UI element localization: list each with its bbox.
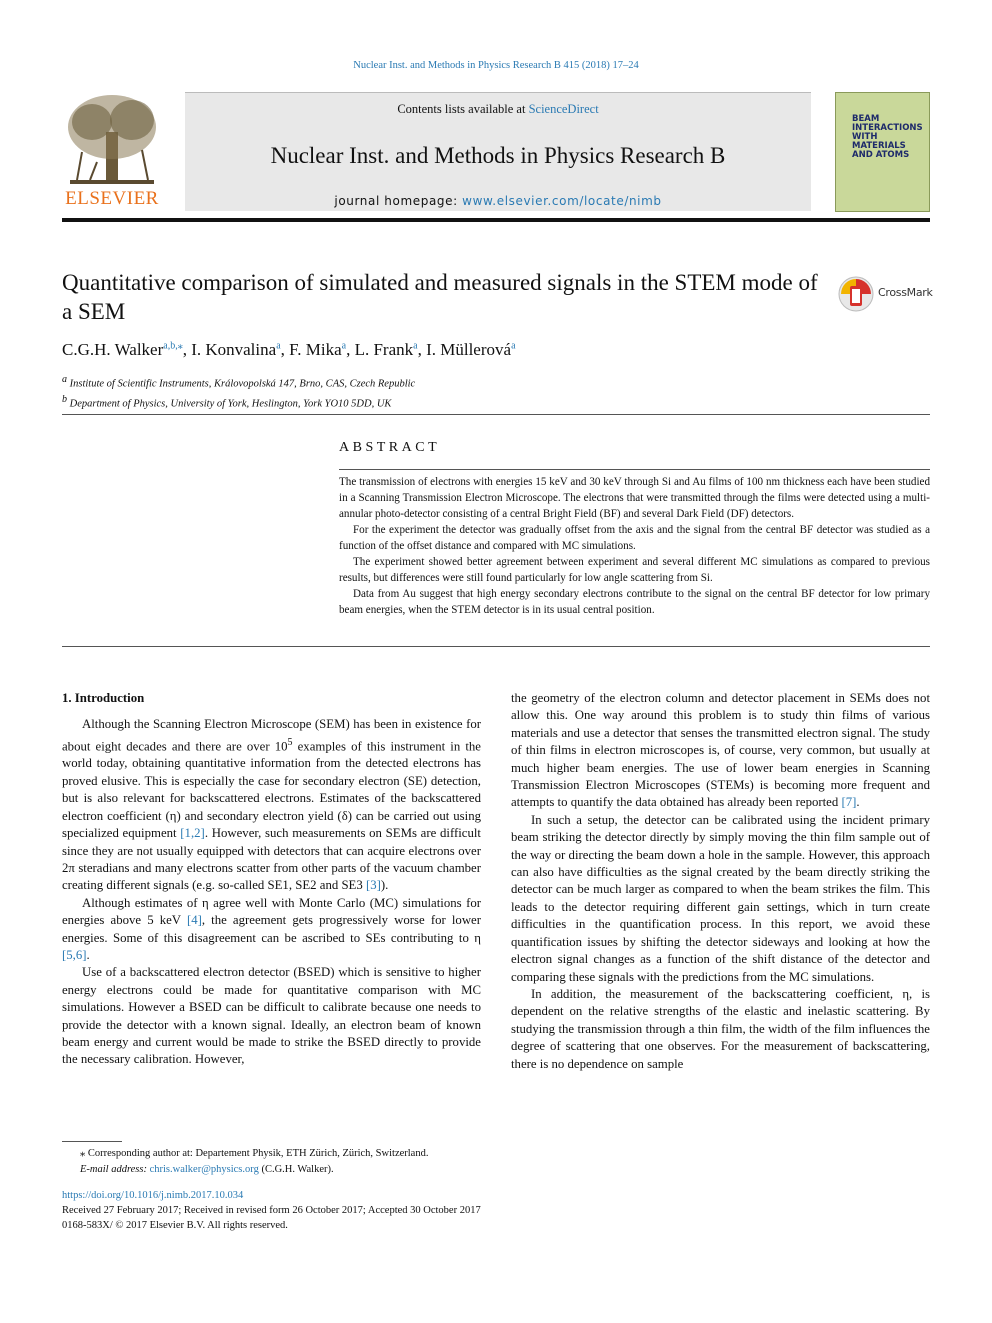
abstract-heading: ABSTRACT	[339, 440, 441, 455]
masthead	[62, 92, 930, 220]
body-paragraph: Use of a backscattered electron detector (BSED) which is sensitive to higher energy electrons could be made for quantitative comparison with MC simulations. However a BSED can be difficult to calibrate because one needs to provide the detector with a known signal. Ideally, an electron beam of known beam energy and current would be made to strike the BSED directly to provide the necessary calibration. However,	[62, 965, 481, 1067]
author-name: C.G.H. Walker	[62, 340, 164, 359]
homepage-line: journal homepage: www.elsevier.com/locate/nimb	[334, 194, 662, 208]
email-note: E-mail address: chris.walker@physics.org (C.G.H. Walker).	[80, 1163, 334, 1175]
elsevier-wordmark: ELSEVIER	[65, 188, 159, 209]
homepage-link[interactable]: www.elsevier.com/locate/nimb	[462, 194, 662, 208]
author-separator: ,	[280, 340, 290, 359]
abstract-paragraph: The experiment showed better agreement between experiment and several different MC simulations as compared to previous results, but differences were still found particularly for low angle scattering from Si.	[339, 556, 930, 584]
abstract-paragraph: For the experiment the detector was gradually offset from the axis and the signal from the central BF detector was studied as a function of the offset distance and compared with MC simulations.	[339, 524, 930, 552]
abstract-body	[339, 474, 930, 618]
author-affiliation-mark[interactable]: a	[511, 340, 516, 352]
publication-info	[62, 1188, 481, 1233]
elsevier-logo[interactable]	[62, 92, 162, 212]
elsevier-tree-icon	[62, 92, 162, 190]
cover-title: BEAM INTERACTIONS WITH MATERIALS AND ATOMS	[852, 114, 923, 160]
abstract-rule	[339, 469, 930, 470]
citation-link[interactable]: [7]	[841, 795, 857, 810]
body-column-left	[62, 690, 481, 1069]
abstract-paragraph: Data from Au suggest that high energy secondary electrons contribute to the signal on the central BF detector for low primary beam energies, when the STEM detector is in its usual central position.	[339, 588, 930, 616]
author-affiliation-mark[interactable]: a,b,⁎	[163, 340, 183, 352]
doi-link[interactable]: https://doi.org/10.1016/j.nimb.2017.10.034	[62, 1190, 244, 1201]
body-paragraph: the geometry of the electron column and detector placement in SEMs does not allow this. One way around this problem is to study thin films of various materials and use a detector that senses the transmitted electron signal. The study of thin films in electron microscopes is, of course, very common, but usually at much higher beam energies. The use of lower beam energies in Scanning Transmission Electron Microscopes (STEMs) is becoming more frequent and attempts to quantify the data obtained has already been reported [7].	[511, 691, 930, 810]
body-column-right	[511, 690, 930, 1073]
affiliation-a: $^a$ Institute of Scientific Instruments, Královopolská 147, Brno, CAS, Czech Republic	[62, 374, 416, 390]
copyright: 0168-583X/ © 2017 Elsevier B.V. All rights reserved.	[62, 1220, 288, 1231]
author-affiliation-mark[interactable]: a	[413, 340, 418, 352]
footnote-rule	[62, 1141, 122, 1142]
affiliation-rule	[62, 414, 930, 415]
author-name: I. Konvalina	[191, 340, 277, 359]
author-name: F. Mika	[289, 340, 342, 359]
abstract-paragraph: The transmission of electrons with energies 15 keV and 30 keV through Si and Au films of 100 nm thickness each have been studied in a Scanning Transmission Electron Microscope. The electrons that were transmitted through the films were detected using a multi-annular photo-detector consisting of a central Bright Field (BF) and several Dark Field (DF) detectors.	[339, 476, 930, 520]
crossmark-badge[interactable]: CrossMark	[838, 276, 938, 312]
author-name: L. Frank	[354, 340, 414, 359]
author-list	[62, 340, 516, 360]
publication-dates: Received 27 February 2017; Received in revised form 26 October 2017; Accepted 30 October 2017	[62, 1205, 481, 1216]
citation-link[interactable]: [4]	[186, 913, 202, 928]
corresponding-author-note: ⁎ Corresponding author at: Departement Physik, ETH Zürich, Zürich, Switzerland.	[80, 1148, 429, 1159]
sciencedirect-link[interactable]: ScienceDirect	[528, 102, 599, 116]
author-name: I. Müllerová	[426, 340, 512, 359]
footnote	[62, 1146, 428, 1177]
author-separator: ,	[182, 340, 192, 359]
section-heading: 1. Introduction	[62, 691, 145, 705]
citation-link[interactable]: [1,2]	[180, 826, 205, 841]
journal-banner	[185, 92, 811, 211]
author-separator: ,	[346, 340, 355, 359]
abstract-end-rule	[62, 646, 930, 647]
author-separator: ,	[417, 340, 427, 359]
crossmark-icon	[838, 276, 874, 312]
citation-link[interactable]: [3]	[365, 878, 381, 893]
journal-citation[interactable]: Nuclear Inst. and Methods in Physics Research B 415 (2018) 17–24	[353, 60, 639, 71]
body-paragraph: Although estimates of η agree well with Monte Carlo (MC) simulations for energies above 5 keV [4], the agreement gets progressively worse for lower energies. Some of this disagreement can be ascribed to SEs contributing to η [5,6].	[62, 895, 481, 962]
article-title: Quantitative comparison of simulated and measured signals in the STEM mode of a SEM	[62, 270, 818, 324]
affiliation-b: $^b$ Department of Physics, University of York, Heslington, York YO10 5DD, UK	[62, 393, 392, 409]
author-affiliation-mark[interactable]: a	[341, 340, 347, 352]
body-paragraph: In such a setup, the detector can be calibrated using the incident primary beam striking the detector directly by simply moving the thin film sample out of the way or directing the beam down a hole in the sample. However, this approach can also have difficulties as the signal created by the beam directly striking the detector can be much larger as compared to when the beam strikes the film. This leads to the detector requiring different gain settings, which in turn create difficulties in the quantification process. In this report, we avoid these quantification issues by shifting the detector sideways and looking at how the electron signal changes as a function of the shift distance of the detector and comparing these signals with the predictions from the MC simulations.	[511, 812, 930, 984]
body-paragraph: Although the Scanning Electron Microscope (SEM) has been in existence for about eight decades and there are over $10^5$ examples of this instrument in the world today, obtaining quantitative information from the detected electrons has proved elusive. This is especially the case for secondary electron (SE) detection, but is also relevant for backscattered electrons. Estimates of the backscattered electron coefficient (η) and secondary electron yield (δ) can be carried out using specialized equipment [1,2]. However, such measurements on SEMs are difficult since they are not usually equipped with detectors that can acquire electrons over 2π steradians and many electrons scatter from other parts of the vacuum chamber creating different signals (e.g. so-called SE1, SE2 and SE3 [3]).	[62, 717, 481, 893]
citation-link[interactable]: [5,6]	[62, 947, 87, 962]
body-paragraph: In addition, the measurement of the backscattering coefficient, η, is dependent on the relative strengths of the elastic and inelastic scattering. By studying the transmission through a thin film, the width of the film influences the degree of scattering that one observes. For the measurement of backscattering, there is no dependence on sample	[511, 986, 930, 1071]
journal-name: Nuclear Inst. and Methods in Physics Research B	[270, 143, 726, 168]
contents-line: Contents lists available at ScienceDirect	[397, 102, 599, 116]
journal-cover-image[interactable]	[835, 92, 930, 212]
email-link[interactable]: chris.walker@physics.org	[149, 1163, 259, 1175]
header-rule	[62, 218, 930, 222]
author-affiliation-mark[interactable]: a	[276, 340, 281, 352]
affiliations	[62, 372, 415, 411]
